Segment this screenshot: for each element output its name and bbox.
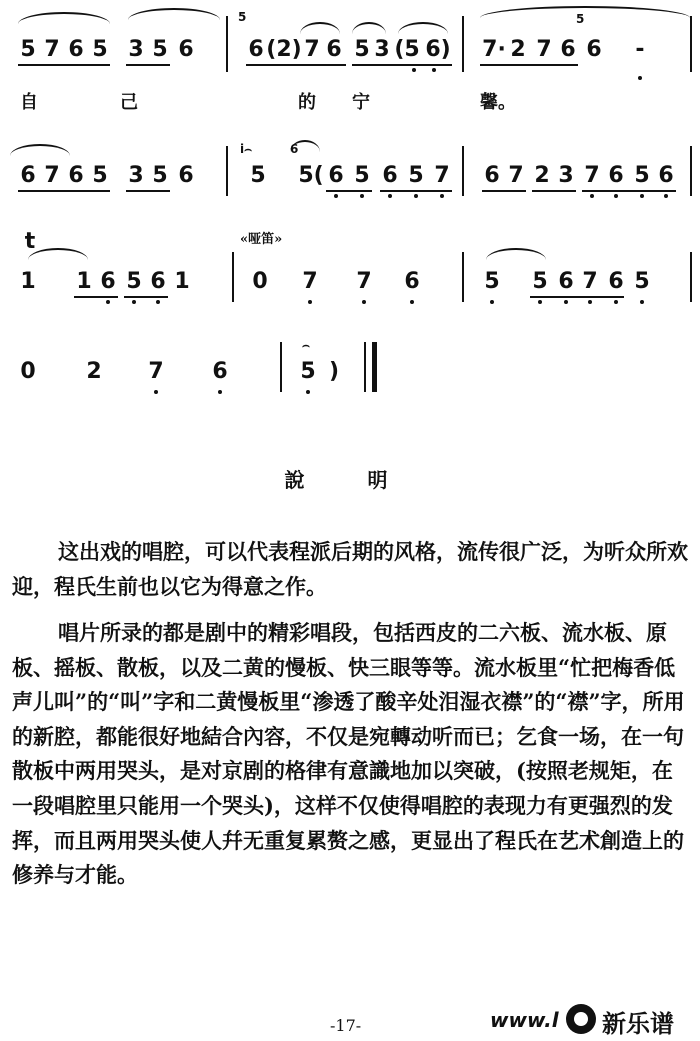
score-row-3 xyxy=(0,226,700,310)
score-note: 6 xyxy=(560,37,576,62)
grace-note: 6 xyxy=(290,142,299,156)
grace-note: 5 xyxy=(576,12,585,26)
score-note: 5 xyxy=(354,37,370,62)
score-note: 6 xyxy=(68,37,84,62)
lyric: 宁 xyxy=(352,92,370,113)
beam-line xyxy=(582,190,676,192)
bar-line xyxy=(690,252,692,302)
beam-line xyxy=(74,296,118,298)
score-note: 7 xyxy=(582,164,602,188)
music-score xyxy=(0,0,700,420)
score-row-2 xyxy=(0,134,700,214)
slur xyxy=(18,12,110,24)
bar-line xyxy=(280,342,282,392)
score-note: 7 xyxy=(146,360,166,384)
score-note: 7 xyxy=(300,270,320,294)
score-note: 5 xyxy=(152,37,168,62)
beam-line xyxy=(482,190,526,192)
score-note: 3 xyxy=(128,163,144,188)
score-note: (2) xyxy=(266,37,302,62)
score-note: 5 xyxy=(20,37,36,62)
slur xyxy=(10,144,70,156)
score-note: 6 xyxy=(326,164,346,188)
final-bar-thick xyxy=(372,342,377,392)
score-note: 5 xyxy=(406,164,426,188)
score-note: 1 xyxy=(174,269,190,294)
score-note: 6) xyxy=(424,38,452,62)
score-note: 7 xyxy=(354,270,374,294)
score-note: 7 xyxy=(432,164,452,188)
score-note: 0 xyxy=(252,269,268,294)
score-note: 6 xyxy=(248,37,264,62)
score-note: 5 xyxy=(530,270,550,294)
score-note: 5 xyxy=(92,37,108,62)
bar-line xyxy=(226,146,228,196)
bar-line xyxy=(690,146,692,196)
score-note: 6 xyxy=(380,164,400,188)
beam-line xyxy=(352,64,452,66)
music-logo-icon xyxy=(566,1004,596,1034)
score-note: 1 xyxy=(76,269,92,294)
score-note: 5 xyxy=(632,270,652,294)
slur xyxy=(486,248,546,260)
score-note: 6 xyxy=(148,270,168,294)
bar-line xyxy=(462,146,464,196)
score-note: 6 xyxy=(586,37,602,62)
score-note: ) xyxy=(328,359,340,384)
beam-line xyxy=(246,64,346,66)
score-note: 6 xyxy=(606,270,626,294)
lyric: 的 xyxy=(298,92,316,113)
score-note: 6 xyxy=(178,37,194,62)
score-note: 5 xyxy=(352,164,372,188)
score-note: 6 xyxy=(484,163,500,188)
lyric: 自 xyxy=(20,92,38,113)
trill-mark: t xyxy=(24,229,36,254)
bar-line xyxy=(232,252,234,302)
score-note: 1 xyxy=(20,269,36,294)
final-bar-thin xyxy=(364,342,366,392)
score-note: 5 xyxy=(482,270,502,294)
score-note: - xyxy=(630,38,650,62)
slur xyxy=(398,22,448,34)
instrument-label: «哑笛» xyxy=(240,232,283,247)
beam-line xyxy=(126,190,170,192)
score-note: 6 xyxy=(402,270,422,294)
score-note: 3 xyxy=(374,37,390,62)
score-note: 6 xyxy=(20,163,36,188)
watermark-brand: 新乐谱 xyxy=(602,1010,674,1038)
score-note: 6 xyxy=(606,164,626,188)
score-note: 5( xyxy=(298,163,324,188)
score-note: 6 xyxy=(98,270,118,294)
score-note: 5 xyxy=(632,164,652,188)
beam-line xyxy=(530,296,624,298)
score-row-4 xyxy=(0,336,700,406)
score-note: 5 xyxy=(250,163,266,188)
slur xyxy=(480,6,690,18)
beam-line xyxy=(126,64,170,66)
slur xyxy=(128,8,220,20)
lyric: 己 xyxy=(120,92,138,113)
beam-line xyxy=(380,190,452,192)
score-note: 7 xyxy=(508,163,524,188)
slur xyxy=(300,22,340,34)
score-note: 5 xyxy=(124,270,144,294)
beam-line xyxy=(18,64,110,66)
score-note: 7 xyxy=(580,270,600,294)
score-note: 7· xyxy=(482,37,506,62)
fermata-mark: i⌢ xyxy=(240,142,253,156)
score-note: 6 xyxy=(178,163,194,188)
paragraph-1: 这出戏的唱腔，可以代表程派后期的风格，流传很广泛，为听众所欢迎，程氏生前也以它为得意之作。 xyxy=(12,539,688,599)
score-note: 6 xyxy=(210,360,230,384)
beam-line xyxy=(124,296,168,298)
score-note: 5 xyxy=(298,360,318,384)
score-note: (5 xyxy=(390,38,424,62)
beam-line xyxy=(18,190,110,192)
bar-line xyxy=(462,16,464,72)
score-note: 7 xyxy=(304,37,320,62)
grace-note: 5 xyxy=(238,10,247,24)
score-note: 0 xyxy=(20,359,36,384)
beam-line xyxy=(532,190,576,192)
score-note: 6 xyxy=(556,270,576,294)
score-note: 3 xyxy=(128,37,144,62)
page-number: -17- xyxy=(330,1016,362,1035)
score-note: 7 xyxy=(536,37,552,62)
watermark-url: www.l xyxy=(490,1008,559,1032)
score-note: 2 xyxy=(510,37,526,62)
bar-line xyxy=(690,16,692,72)
bar-line xyxy=(226,16,228,72)
section-title: 說 明 xyxy=(284,468,416,492)
score-row-1 xyxy=(0,0,700,113)
score-note: 3 xyxy=(558,163,574,188)
score-note: 7 xyxy=(44,37,60,62)
score-note: 7 xyxy=(44,163,60,188)
score-note: 6 xyxy=(326,37,342,62)
slur xyxy=(352,22,386,34)
bar-line xyxy=(462,252,464,302)
beam-line xyxy=(326,190,372,192)
score-note: 5 xyxy=(92,163,108,188)
score-note: 2 xyxy=(86,359,102,384)
fermata-mark: ⌢ xyxy=(302,338,310,352)
score-note: 6 xyxy=(68,163,84,188)
score-note: 2 xyxy=(534,163,550,188)
lyric: 馨。 xyxy=(480,92,516,113)
score-note: 6 xyxy=(656,164,676,188)
beam-line xyxy=(480,64,578,66)
paragraph-2: 唱片所录的都是剧中的精彩唱段，包括西皮的二六板、流水板、原板、摇板、散板，以及二黄的慢板、快三眼等等。流水板里“忙把梅香低声儿叫”的“叫”字和二黄慢板里“渗透了酸辛处泪湿衣襟”的“襟”字，所用的新腔，都能很好地結合內容，不仅是宛轉动听而已；乞食一场，在一句散板中两用哭头，是对京剧的格律有意識地加以突破，(按照老规矩，在一段唱腔里只能用一个哭头)，这样不仅使得唱腔的表现力有更强烈的发挥，而且两用哭头使人幷无重复累赘之感，更显出了程氏在艺术創造上的修养与才能。 xyxy=(12,620,685,888)
score-note: 5 xyxy=(152,163,168,188)
